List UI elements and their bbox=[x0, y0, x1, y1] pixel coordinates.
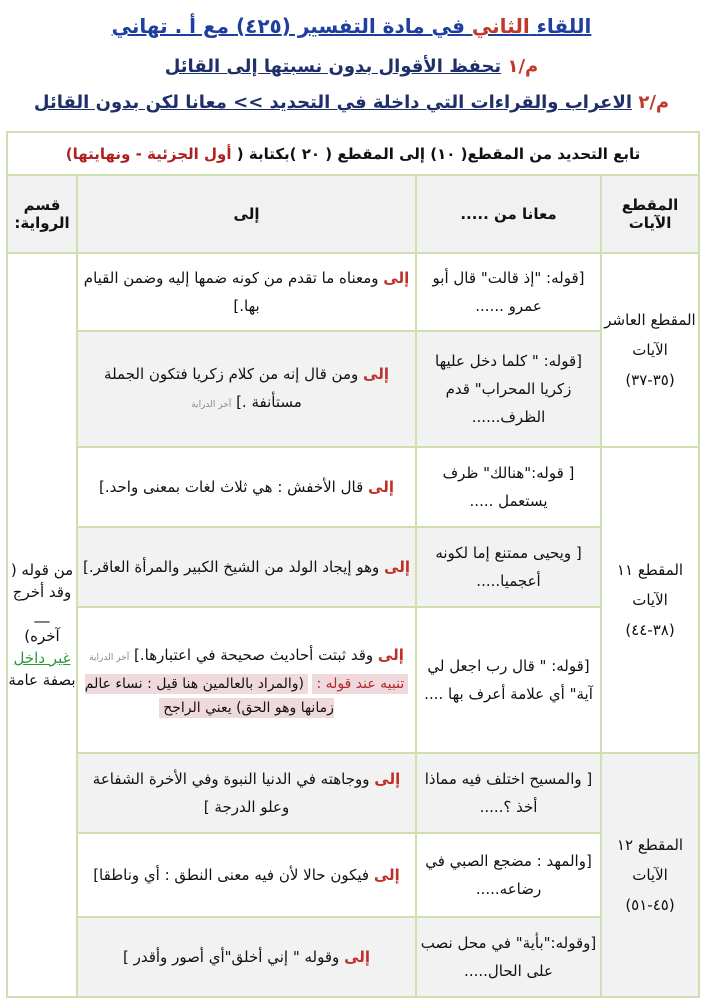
segment-label: الآيات bbox=[632, 591, 668, 609]
segment-label: الآيات bbox=[632, 341, 668, 359]
from-cell: [ ويحيى ممتنع إما لكونه أعجميا..... bbox=[416, 527, 601, 607]
from-cell: [قوله: " قال رب اجعل لي آية" أي علامة أعرف بها .... bbox=[416, 607, 601, 753]
to-text: وقد ثبتت أحاديث صحيحة في اعتبارها.] bbox=[134, 645, 374, 664]
header-line2-num: م/١ bbox=[507, 56, 539, 77]
header-line-2 bbox=[0, 56, 703, 77]
to-keyword: إلى bbox=[373, 866, 400, 884]
header-line2-text: تحفظ الأقوال بدون نسبتها إلى القائل bbox=[164, 56, 502, 77]
from-cell: [والمهد : مضجع الصبي في رضاعه..... bbox=[416, 833, 601, 917]
narration-cell bbox=[7, 253, 77, 997]
header-red-word: الثاني bbox=[471, 14, 530, 38]
from-cell: [ والمسيح اختلف فيه مماذا أخذ ؟..... bbox=[416, 753, 601, 833]
side-dash: __ bbox=[34, 605, 50, 623]
header-line3-num: م/٢ bbox=[638, 92, 670, 113]
col-header-from: معانا من ..... bbox=[416, 175, 601, 253]
segment-name: المقطع العاشر bbox=[604, 311, 696, 329]
segment-cell bbox=[601, 447, 699, 753]
from-cell: [قوله: " كلما دخل عليها زكريا المحراب" قدم الظرف...... bbox=[416, 331, 601, 447]
from-cell: [ قوله:"هنالك" ظرف يستعمل ..... bbox=[416, 447, 601, 527]
to-keyword: إلى bbox=[344, 948, 371, 966]
segment-name: المقطع ١١ bbox=[616, 561, 684, 579]
to-keyword: إلى bbox=[383, 269, 410, 287]
to-cell bbox=[77, 447, 416, 527]
side-text-2: آخره) bbox=[24, 627, 60, 645]
segment-name: المقطع ١٢ bbox=[616, 836, 684, 854]
to-tag: آخر الدراية bbox=[191, 399, 232, 410]
to-text: وقوله " إني أخلق"أي أصور وأقدر ] bbox=[122, 948, 340, 966]
to-cell bbox=[77, 253, 416, 331]
header-line-3 bbox=[0, 92, 703, 113]
to-keyword: إلى bbox=[368, 478, 394, 496]
note-text: (والمراد بالعالمين هنا قيل : نساء عالم زمانها وهو الحق) يعني الراجح bbox=[84, 675, 334, 716]
header-rest: في مادة التفسير (٤٢٥) مع أ . تهاني bbox=[111, 14, 465, 38]
from-cell: [قوله: "إذ قالت" قال أبو عمرو ...... bbox=[416, 253, 601, 331]
table-title bbox=[7, 132, 699, 175]
to-keyword: إلى bbox=[377, 645, 404, 664]
table-title-a: تابع التحديد من المقطع( ١٠) إلى المقطع ( ٢٠ )بكتابة ( bbox=[236, 144, 641, 163]
to-keyword: إلى bbox=[363, 364, 389, 383]
to-cell bbox=[77, 527, 416, 607]
note-label: تنبيه عند قوله : bbox=[312, 674, 408, 694]
to-text: ووجاهته في الدنيا النبوة وفي الأخرة الشفاعة وعلو الدرجة ] bbox=[92, 770, 370, 816]
to-text: وهو إيجاد الولد من الشيخ الكبير والمرأة العاقر.] bbox=[83, 558, 380, 576]
to-text: قال الأخفش : هي ثلاث لغات بمعنى واحد.] bbox=[99, 478, 364, 496]
to-cell bbox=[77, 331, 416, 447]
to-cell bbox=[77, 753, 416, 833]
segment-cell bbox=[601, 753, 699, 997]
segment-label: الآيات bbox=[632, 866, 668, 884]
to-keyword: إلى bbox=[384, 558, 410, 576]
header-line3-text: الاعراب والقراءات التي داخلة في التحديد >> معانا لكن بدون القائل bbox=[33, 92, 633, 113]
header-prefix: اللقاء bbox=[536, 14, 592, 38]
to-tag: آخر الدراية bbox=[89, 652, 130, 663]
header-line-1 bbox=[0, 14, 703, 38]
to-text: ومعناه ما تقدم من كونه ضمها إليه وضمن القيام بها.] bbox=[83, 269, 379, 315]
col-header-segment: المقطع الآيات bbox=[601, 175, 699, 253]
side-text-1: من قوله ( وقد أخرج bbox=[10, 561, 74, 601]
col-header-to: إلى bbox=[77, 175, 416, 253]
side-text-4: بصفة عامة bbox=[8, 671, 76, 689]
side-text-3: غير داخل bbox=[13, 649, 71, 667]
to-keyword: إلى bbox=[374, 770, 401, 788]
segment-range: (٤٥-٥١) bbox=[625, 896, 675, 914]
to-cell bbox=[77, 917, 416, 997]
segment-cell bbox=[601, 253, 699, 447]
col-header-narration: قسم الرواية: bbox=[7, 175, 77, 253]
to-text: فيكون حالا لأن فيه معنى النطق : أي وناطقا] bbox=[93, 866, 370, 884]
to-cell bbox=[77, 833, 416, 917]
to-cell bbox=[77, 607, 416, 753]
table-title-b: أول الجزئية - ونهايتها) bbox=[65, 144, 232, 163]
segment-range: (٣٨-٤٤) bbox=[625, 621, 675, 639]
segment-range: (٣٥-٣٧) bbox=[625, 371, 675, 389]
to-text: ومن قال إنه من كلام زكريا فتكون الجملة مستأنفة .] bbox=[104, 364, 359, 411]
from-cell: [وقوله:"بأية" في محل نصب على الحال..... bbox=[416, 917, 601, 997]
segments-table bbox=[6, 131, 700, 998]
